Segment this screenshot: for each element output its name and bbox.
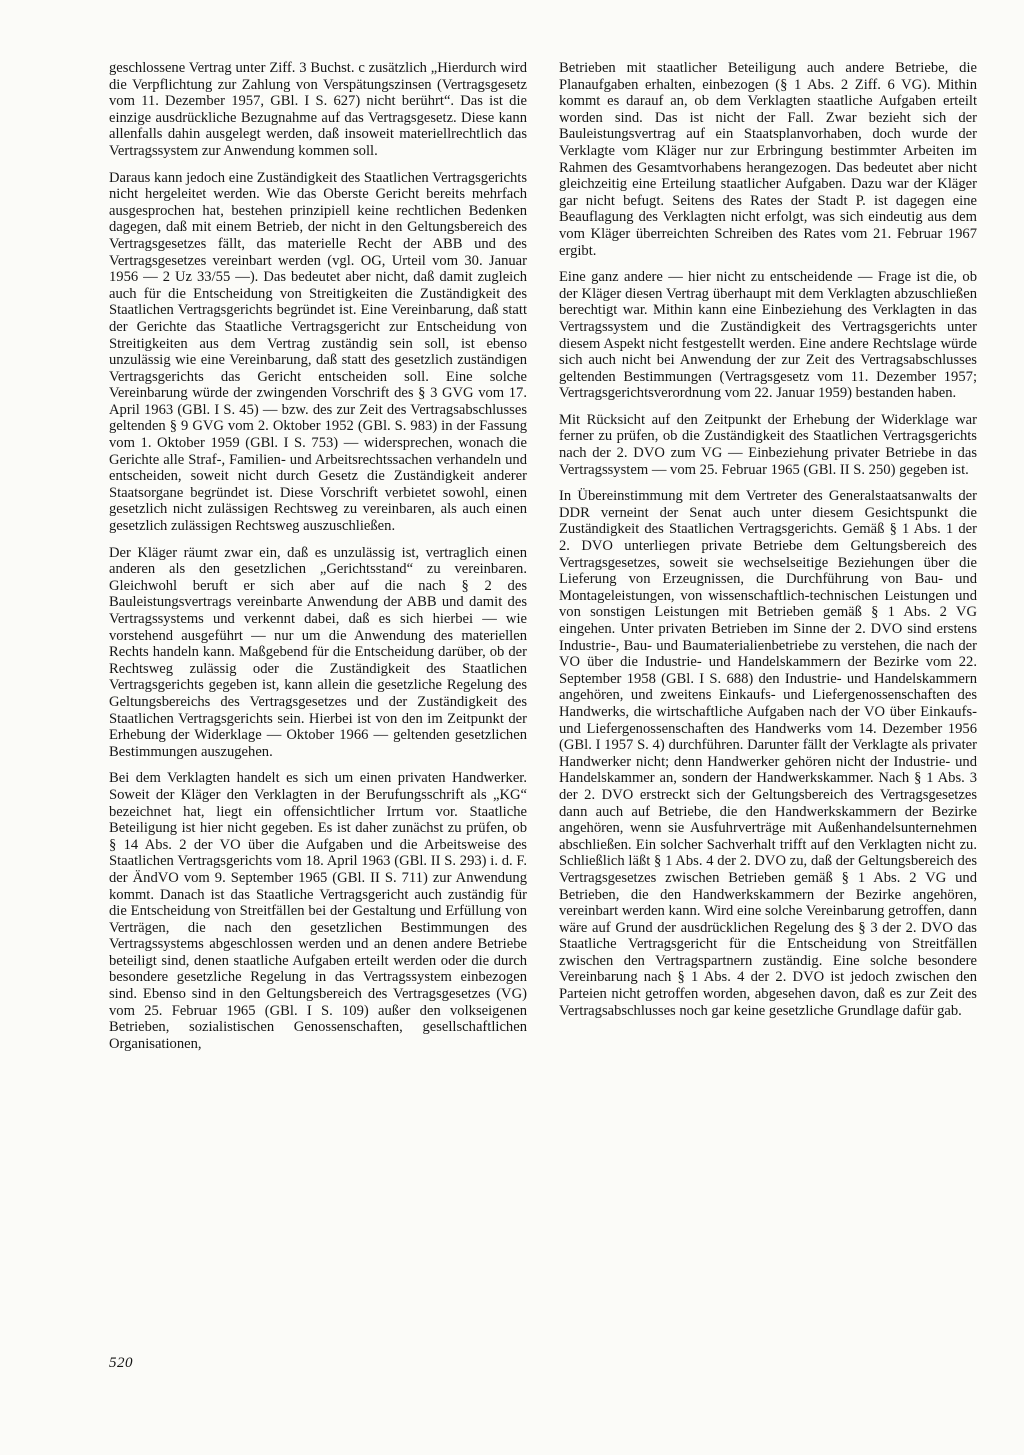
right-text-column	[559, 60, 977, 1029]
right-paragraph-2: Eine ganz andere — hier nicht zu entscheidende — Frage ist die, ob der Kläger diesen Vertrag überhaupt mit dem Verklagten abzuschließen berechtigt war. Mithin kann eine Einbeziehung des Verklagten in das Vertragssystem und die Zuständigkeit des Vertragsgerichts unter diesem Aspekt nicht festgestellt werden. Eine andere Rechtslage würde sich auch nicht bei Anwendung der zur Zeit des Vertragsabschlusses geltenden Bestimmungen (Vertragsgesetz vom 11. Dezember 1957; Vertragsgerichtsverordnung vom 22. Januar 1959) bestanden haben.	[559, 269, 977, 402]
right-paragraph-1: Betrieben mit staatlicher Beteiligung auch andere Betriebe, die Planaufgaben erhalten, einbezogen (§ 1 Abs. 2 Ziff. 6 VG). Mithin kommt es darauf an, ob dem Verklagten staatliche Aufgaben erteilt worden sind. Das ist nicht der Fall. Zwar bezieht sich der Bauleistungsvertrag auf ein Staatsplanvorhaben, doch wurde der Verklagte vom Kläger nur zur Erbringung bestimmter Arbeiten im Rahmen des Gesamtvorhabens herangezogen. Das bedeutet aber nicht gleichzeitig eine Erteilung staatlicher Aufgaben. Dazu war der Kläger gar nicht befugt. Seitens des Rates der Stadt P. ist dagegen eine Beauflagung des Verklagten nicht erfolgt, was sich eindeutig aus dem vom Kläger überreichten Schreiben des Rates vom 21. Februar 1967 ergibt.	[559, 60, 977, 259]
right-paragraph-4: In Übereinstimmung mit dem Vertreter des Generalstaatsanwalts der DDR verneint der Senat auch unter diesem Gesichtspunkt die Zuständigkeit des Staatlichen Vertragsgerichts. Gemäß § 1 Abs. 1 der 2. DVO unterliegen private Betriebe dem Geltungsbereich des Vertragsgesetzes, soweit sie wechselseitige Beziehungen über die Lieferung von Erzeugnissen, die Durchführung von Bau- und Montageleistungen, von wissenschaftlich-technischen Leistungen und von sonstigen Leistungen mit Betrieben gemäß § 1 Abs. 2 VG eingehen. Unter privaten Betrieben im Sinne der 2. DVO sind erstens Industrie-, Bau- und Baumaterialienbetriebe zu verstehen, die nach der VO über die Industrie- und Handelskammern der Bezirke vom 22. September 1958 (GBl. I S. 688) den Industrie- und Handelskammern angehören, und zweitens Einkaufs- und Liefergenossenschaften des Handwerks, die wirtschaftliche Aufgaben nach der VO über Einkaufs- und Liefergenossenschaften des Handwerks vom 14. Dezember 1956 (GBl. I 1957 S. 4) durchführen. Darunter fällt der Verklagte als privater Handwerker nicht; denn Handwerker gehören nicht der Industrie- und Handelskammer an, sondern der Handwerkskammer. Nach § 1 Abs. 3 der 2. DVO erstreckt sich der Geltungsbereich des Vertragsgesetzes dann auch auf Betriebe, die den Handwerkskammern der Bezirke angehören, wenn sie Ausfuhrverträge mit Außenhandelsunternehmen abschließen. Ein solcher Sachverhalt trifft auf den Verklagten nicht zu. Schließlich läßt § 1 Abs. 4 der 2. DVO zu, daß der Geltungsbereich des Vertragsgesetzes zwischen Betrieben gemäß § 1 Abs. 2 VG und Betrieben, die den Handwerkskammern der Bezirke angehören, vereinbart werden kann. Wird eine solche Vereinbarung getroffen, dann wäre auf Grund der ausdrücklichen Regelung des § 3 der 2. DVO das Staatliche Vertragsgericht für die Entscheidung von Streitfällen zwischen den Vertragspartnern zuständig. Eine solche besondere Vereinbarung nach § 1 Abs. 4 der 2. DVO ist jedoch zwischen den Parteien nicht getroffen worden, abgesehen davon, daß es zur Zeit des Vertragsabschlusses noch gar keine gesetzliche Grundlage dafür gab.	[559, 488, 977, 1019]
right-paragraph-3: Mit Rücksicht auf den Zeitpunkt der Erhebung der Widerklage war ferner zu prüfen, ob die Zuständigkeit des Staatlichen Vertragsgerichts nach der 2. DVO zum VG — Einbeziehung privater Betriebe in das Vertragssystem — vom 25. Februar 1965 (GBl. II S. 250) gegeben ist.	[559, 411, 977, 478]
left-paragraph-1: geschlossene Vertrag unter Ziff. 3 Buchst. c zusätzlich „Hierdurch wird die Verpflichtung zur Zahlung von Verspätungszinsen (Vertragsgesetz vom 11. Dezember 1957, GBl. I S. 627) nicht berührt“. Das ist die einzige ausdrückliche Bezugnahme auf das Vertragsgesetz. Diese kann allenfalls dahin ausgelegt werden, daß insoweit materiellrechtlich das Vertragssystem zur Anwendung kommen soll.	[109, 60, 527, 159]
left-paragraph-4: Bei dem Verklagten handelt es sich um einen privaten Handwerker. Soweit der Kläger den Verklagten in der Berufungsschrift als „KG“ bezeichnet hat, liegt ein offensichtlicher Irrtum vor. Staatliche Beteiligung ist hier nicht gegeben. Es ist daher zunächst zu prüfen, ob § 14 Abs. 2 der VO über die Aufgaben und die Arbeitsweise des Staatlichen Vertragsgerichts vom 18. April 1963 (GBl. II S. 293) i. d. F. der ÄndVO vom 9. September 1965 (GBl. II S. 711) zur Anwendung kommt. Danach ist das Staatliche Vertragsgericht auch zuständig für die Entscheidung von Streitfällen bei der Gestaltung und Erfüllung von Verträgen, die nach den gesetzlichen Bestimmungen des Vertragssystems abgeschlossen werden und an denen andere Betriebe beteiligt sind, denen staatliche Aufgaben erteilt werden oder die durch besondere gesetzliche Regelung in das Vertragssystem einbezogen sind. Ebenso sind in den Geltungsbereich des Vertragsgesetzes (VG) vom 25. Februar 1965 (GBl. I S. 109) außer den volkseigenen Betrieben, sozialistischen Genossenschaften, gesellschaftlichen Organisationen,	[109, 770, 527, 1052]
page-number: 520	[109, 1355, 133, 1371]
left-text-column	[109, 60, 527, 1062]
left-paragraph-2: Daraus kann jedoch eine Zuständigkeit des Staatlichen Vertragsgerichts nicht hergeleitet werden. Wie das Oberste Gericht bereits mehrfach ausgesprochen hat, bestehen prinzipiell keine rechtlichen Bedenken dagegen, daß mit einem Betrieb, der nicht in den Geltungsbereich des Vertragsgesetzes fällt, das materielle Recht der ABB und des Vertragsgesetzes vereinbart werden (vgl. OG, Urteil vom 30. Januar 1956 — 2 Uz 33/55 —). Das bedeutet aber nicht, daß damit zugleich auch für die Entscheidung von Streitigkeiten die Zuständigkeit des Staatlichen Vertragsgerichts begründet ist. Eine Vereinbarung, daß statt der Gerichte das Staatliche Vertragsgericht zur Entscheidung von Streitigkeiten aus dem Vertrag zuständig sein soll, ist ebenso unzulässig wie eine Vereinbarung, daß statt des gesetzlich zuständigen Vertragsgerichts das Gericht entscheiden soll. Eine solche Vereinbarung würde der zwingenden Vorschrift des § 3 GVG vom 17. April 1963 (GBl. I S. 45) — bzw. des zur Zeit des Vertragsabschlusses geltenden § 9 GVG vom 2. Oktober 1952 (GBl. S. 983) in der Fassung vom 1. Oktober 1959 (GBl. I S. 753) — widersprechen, wonach die Gerichte alle Straf-, Familien- und Arbeitsrechtssachen verhandeln und entscheiden, soweit nicht durch Gesetz die Zuständigkeit anderer Staatsorgane begründet ist. Diese Vorschrift verbietet sowohl, einen gesetzlich nicht zulässigen Rechtsweg zu vereinbaren, als auch einen gesetzlich zulässigen Rechtsweg auszuschließen.	[109, 169, 527, 535]
left-paragraph-3: Der Kläger räumt zwar ein, daß es unzulässig ist, vertraglich einen anderen als den gesetzlichen „Gerichtsstand“ zu vereinbaren. Gleichwohl beruft er sich aber auf die nach § 2 des Bauleistungsvertrags vereinbarte Anwendung der ABB und damit des Vertragssystems und verkennt dabei, daß es sich hierbei — wie vorstehend ausgeführt — nur um die Anwendung des materiellen Rechts handeln kann. Maßgebend für die Entscheidung darüber, ob der Rechtsweg zulässig oder die Zuständigkeit des Staatlichen Vertragsgerichts gegeben ist, kann allein die gesetzliche Regelung des Geltungsbereichs des Vertragsgesetzes und der Zuständigkeit des Staatlichen Vertragsgerichts sein. Hierbei ist von den im Zeitpunkt der Erhebung der Widerklage — Oktober 1966 — geltenden gesetzlichen Bestimmungen auszugehen.	[109, 544, 527, 760]
